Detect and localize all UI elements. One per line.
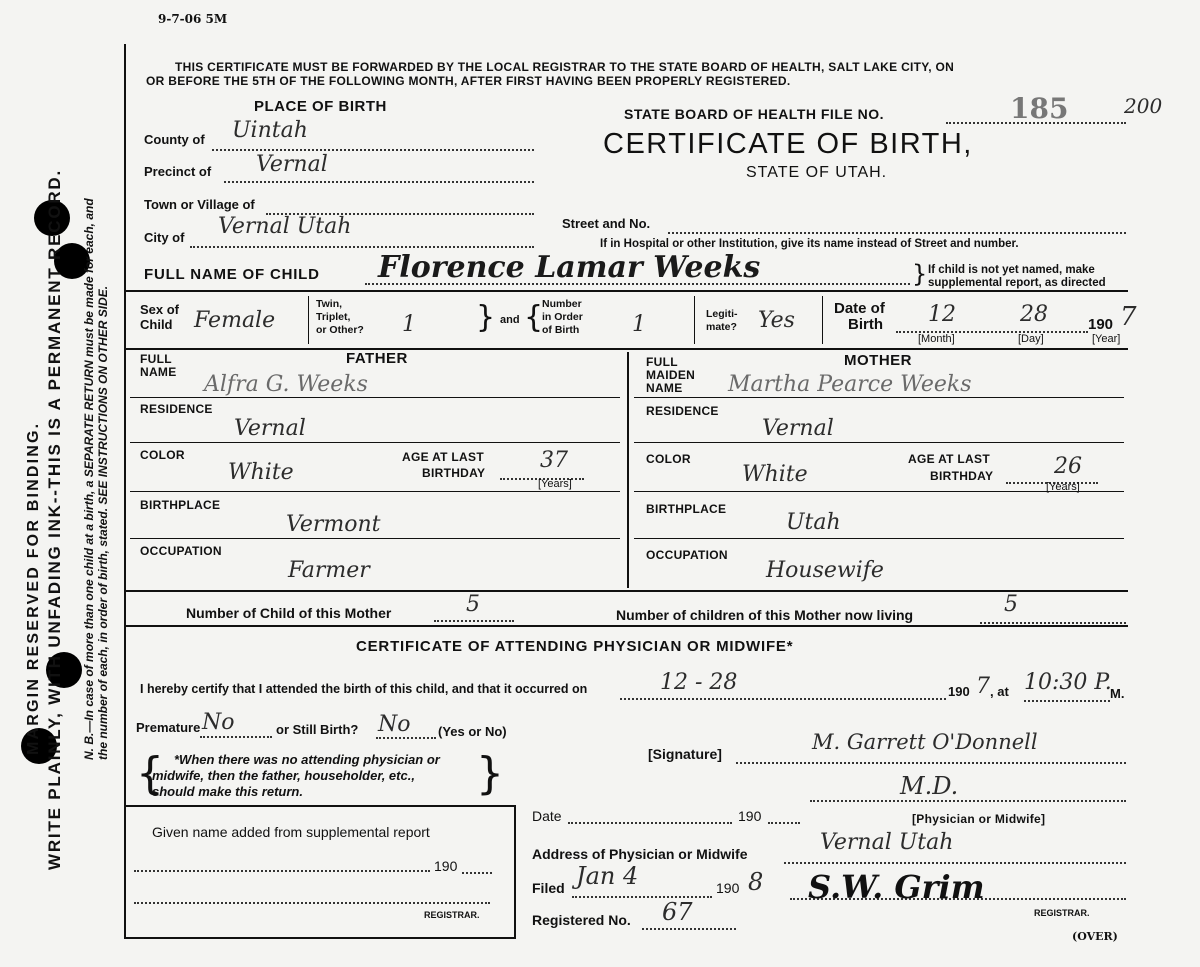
sex-label1: Sex of — [140, 302, 180, 317]
instruction-line2: OR BEFORE THE 5TH OF THE FOLLOWING MONTH, AFTER FIRST HAVING BEEN PROPERLY REGISTERED. — [146, 74, 791, 88]
premature-label: Premature — [136, 720, 201, 735]
father-age-label1: AGE AT LAST — [402, 450, 484, 464]
at-label: , at — [990, 684, 1009, 699]
physician-note2: midwife, then the father, householder, etc., — [152, 768, 415, 783]
city-label: City of — [144, 230, 185, 245]
date-year-prefix: 190 — [738, 808, 762, 824]
signature-line2 — [810, 800, 1126, 802]
legit-value: Yes — [758, 308, 795, 333]
rule-mother-residence — [634, 442, 1124, 443]
mother-name-label1: FULL — [646, 355, 678, 369]
mother-name-label3: NAME — [646, 381, 683, 395]
rule-place-of-birth — [124, 290, 1128, 292]
yesno-label: (Yes or No) — [438, 724, 507, 739]
father-name-value: Alfra G. Weeks — [204, 372, 368, 397]
town-label: Town or Village of — [144, 197, 255, 212]
birth-date-line — [620, 698, 946, 700]
registered-line — [642, 928, 736, 930]
mother-birthplace-label: BIRTHPLACE — [646, 502, 727, 516]
mother-occupation-value: Housewife — [766, 558, 884, 583]
file-number: 185 — [1010, 92, 1069, 125]
mother-age-label1: AGE AT LAST — [908, 452, 990, 466]
supplemental-registrar-label: REGISTRAR. — [424, 910, 480, 920]
legit-label1: Legiti- — [706, 308, 738, 320]
dob-label2: Birth — [848, 316, 883, 333]
registrar-signature: S.W. Grim — [808, 868, 985, 906]
father-birthplace-value: Vermont — [286, 512, 381, 537]
city-value: Vernal Utah — [218, 214, 352, 239]
supplemental-year-line — [462, 872, 492, 874]
premature-line — [200, 736, 272, 738]
margin-reserved-text: MARGIN RESERVED FOR BINDING. — [25, 421, 42, 755]
sex-label2: Child — [140, 317, 173, 332]
twin-value: 1 — [402, 312, 416, 337]
signature-title: M.D. — [900, 772, 959, 800]
father-residence-value: Vernal — [234, 416, 306, 441]
living-line — [980, 622, 1126, 624]
note-brace-right: } — [476, 748, 504, 799]
file-number-note: 200 — [1124, 94, 1163, 118]
father-color-label: COLOR — [140, 448, 185, 462]
time-value: 10:30 P. — [1024, 670, 1112, 695]
supplemental-line — [134, 870, 430, 872]
precinct-value: Vernal — [256, 152, 328, 177]
file-no-label: STATE BOARD OF HEALTH FILE NO. — [624, 106, 884, 122]
dob-year-prefix: 190 — [1088, 316, 1114, 333]
signature-line — [736, 762, 1126, 764]
certificate-subtitle: STATE OF UTAH. — [746, 164, 888, 181]
father-heading: FATHER — [346, 350, 408, 367]
rule-counts-bottom — [124, 625, 1128, 627]
mother-occupation-label: OCCUPATION — [646, 548, 728, 562]
mother-residence-value: Vernal — [762, 416, 834, 441]
rule-bottom — [124, 937, 514, 939]
over-label: (OVER) — [1072, 930, 1118, 943]
mother-name-value: Martha Pearce Weeks — [728, 372, 972, 397]
child-number-value: 5 — [466, 592, 480, 617]
father-years-label: [Years] — [538, 478, 572, 490]
father-age-value: 37 — [540, 448, 568, 473]
instruction-line1: THIS CERTIFICATE MUST BE FORWARDED BY THE LOCAL REGISTRAR TO THE STATE BOARD OF HEALTH, SALT LAKE CITY, ON — [175, 60, 955, 74]
child-number-line — [434, 620, 514, 622]
child-name-label: FULL NAME OF CHILD — [144, 266, 320, 283]
mother-color-label: COLOR — [646, 452, 691, 466]
rule-father-residence — [130, 442, 620, 443]
rule-mother-birthplace — [634, 538, 1124, 539]
filed-year-value: 8 — [748, 868, 764, 896]
filed-value: Jan 4 — [576, 862, 639, 890]
twin-label3: or Other? — [316, 324, 364, 336]
hospital-note: If in Hospital or other Institution, give its name instead of Street and number. — [600, 238, 1019, 250]
order-brace: { — [524, 300, 544, 335]
form-code: 9-7-06 5M — [158, 12, 228, 26]
place-of-birth-heading: PLACE OF BIRTH — [254, 98, 387, 115]
date-line — [568, 822, 732, 824]
rule-father-birthplace — [130, 538, 620, 539]
margin-note-line2: the number of each, in order of birth, stated. SEE INSTRUCTIONS ON OTHER SIDE. — [96, 285, 110, 760]
certificate-title: CERTIFICATE OF BIRTH, — [603, 128, 973, 160]
order-label3: of Birth — [542, 324, 580, 336]
mother-age-label2: BIRTHDAY — [930, 469, 994, 483]
county-line — [212, 149, 534, 151]
stillbirth-label: or Still Birth? — [276, 722, 359, 737]
dob-month: 12 — [928, 302, 956, 327]
day-label: [Day] — [1018, 333, 1044, 345]
city-line — [190, 246, 534, 248]
birth-year-prefix: 190 — [948, 684, 970, 699]
filed-year-prefix: 190 — [716, 880, 740, 896]
filed-label: Filed — [532, 880, 565, 896]
father-age-label2: BIRTHDAY — [422, 466, 486, 480]
divider-legit — [822, 296, 823, 344]
registered-value: 67 — [662, 898, 693, 926]
mother-birthplace-value: Utah — [786, 510, 841, 535]
child-name-note1: If child is not yet named, make — [928, 264, 1095, 276]
mother-residence-label: RESIDENCE — [646, 404, 719, 418]
mother-name-label2: MAIDEN — [646, 368, 696, 382]
premature-value: No — [202, 710, 235, 735]
divider-parents — [627, 352, 629, 588]
child-name-note2: supplemental report, as directed — [928, 277, 1106, 289]
signature-label: [Signature] — [648, 746, 722, 762]
margin-main-text: WRITE PLAINLY, WITH UNFADING INK--THIS IS A PERMANENT RECORD. — [45, 168, 64, 870]
stillbirth-value: No — [378, 712, 411, 737]
rule-father-name — [130, 397, 620, 398]
order-label1: Number — [542, 298, 582, 310]
divider-order — [694, 296, 695, 344]
county-label: County of — [144, 132, 205, 147]
address-label: Address of Physician or Midwife — [532, 846, 748, 862]
child-name-value: Florence Lamar Weeks — [378, 250, 761, 285]
mother-age-value: 26 — [1054, 454, 1082, 479]
m-label: M. — [1110, 686, 1125, 701]
date-year-line — [768, 822, 800, 824]
county-value: Uintah — [232, 118, 308, 143]
father-occupation-label: OCCUPATION — [140, 544, 222, 558]
date-label: Date — [532, 808, 562, 824]
twin-label1: Twin, — [316, 298, 343, 310]
father-occupation-value: Farmer — [288, 558, 370, 583]
address-line — [784, 862, 1126, 864]
twin-brace: } — [476, 300, 496, 335]
birth-year-value: 7 — [976, 674, 990, 699]
precinct-line — [224, 181, 534, 183]
signature-value: M. Garrett O'Donnell — [812, 730, 1038, 754]
supplemental-year-prefix: 190 — [434, 858, 458, 874]
birth-date-value: 12 - 28 — [660, 670, 738, 695]
father-residence-label: RESIDENCE — [140, 402, 213, 416]
street-label: Street and No. — [562, 216, 651, 231]
year-label: [Year] — [1092, 333, 1121, 345]
certify-text: I hereby certify that I attended the birth of this child, and that it occurred on — [140, 682, 588, 696]
precinct-label: Precinct of — [144, 164, 212, 179]
rule-parents-bottom — [124, 590, 1128, 592]
mother-years-label: [Years] — [1046, 481, 1080, 493]
mother-color-value: White — [742, 462, 808, 487]
note-brace-left: { — [136, 748, 164, 799]
twin-label2: Triplet, — [316, 311, 351, 323]
mother-heading: MOTHER — [844, 352, 912, 369]
address-value: Vernal Utah — [820, 830, 954, 855]
physician-heading: CERTIFICATE OF ATTENDING PHYSICIAN OR MIDWIFE* — [356, 638, 794, 655]
dob-year: 7 — [1120, 302, 1137, 332]
father-color-value: White — [228, 460, 294, 485]
father-name-label2: NAME — [140, 365, 177, 379]
margin-note-line1: N. B.—In case of more than one child at a birth, a SEPARATE RETURN must be made for each, and — [82, 198, 96, 760]
child-name-brace: } — [912, 260, 928, 288]
rule-father-color — [130, 491, 620, 492]
father-name-label1: FULL — [140, 352, 172, 366]
child-number-label: Number of Child of this Mother — [186, 605, 392, 621]
supplemental-registrar-line — [134, 902, 490, 904]
legit-label2: mate? — [706, 321, 737, 333]
month-label: [Month] — [918, 333, 955, 345]
rule-mother-name — [634, 397, 1124, 398]
living-value: 5 — [1004, 592, 1018, 617]
living-label: Number of children of this Mother now living — [616, 607, 914, 623]
dob-day: 28 — [1020, 302, 1048, 327]
physician-note1: *When there was no attending physician or — [174, 752, 440, 767]
rule-child-row — [124, 348, 1128, 350]
physician-note3: should make this return. — [152, 784, 303, 799]
street-line — [668, 232, 1126, 234]
role-label: [Physician or Midwife] — [912, 812, 1046, 826]
order-value: 1 — [632, 312, 646, 337]
and-label: and — [500, 314, 520, 326]
supplemental-label: Given name added from supplemental report — [152, 824, 430, 840]
rule-physician-bottom — [124, 805, 514, 807]
divider-sex — [308, 296, 309, 344]
sex-value: Female — [194, 308, 276, 333]
registered-label: Registered No. — [532, 912, 631, 928]
order-label2: in Order — [542, 311, 583, 323]
stillbirth-line — [376, 737, 436, 739]
father-birthplace-label: BIRTHPLACE — [140, 498, 221, 512]
registrar-label: REGISTRAR. — [1034, 908, 1090, 918]
dob-label1: Date of — [834, 300, 885, 317]
divider-supplemental — [514, 805, 516, 939]
time-line — [1024, 700, 1110, 702]
